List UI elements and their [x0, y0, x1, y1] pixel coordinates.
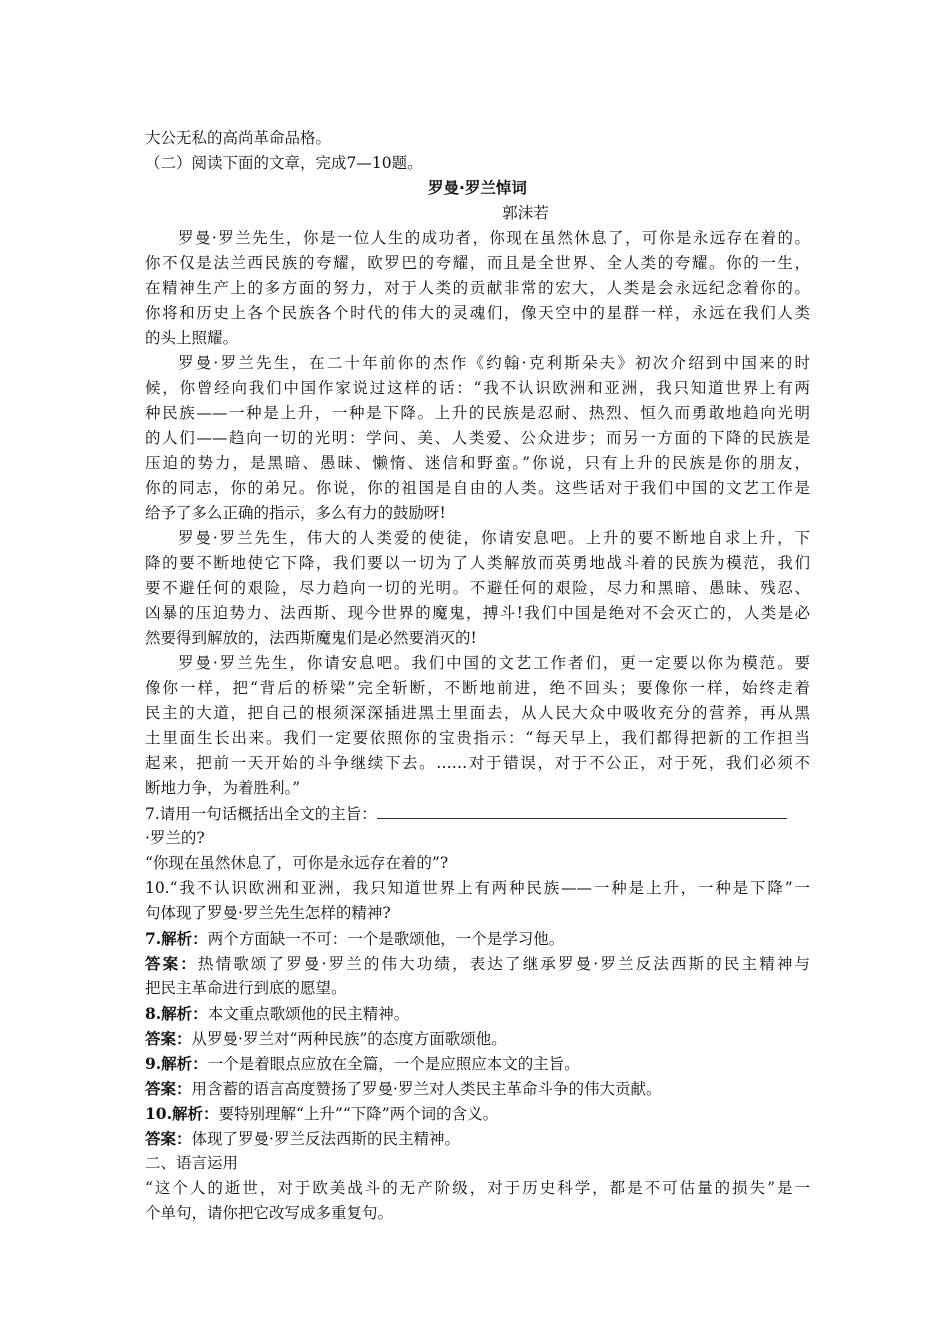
answer-label: 8.解析： — [145, 1004, 208, 1023]
article-line: 罗曼·罗兰先生，伟大的人类爱的使徒，你请安息吧。上升的要不断地自求上升，下 — [178, 529, 810, 547]
question-10-cont: 句体现了罗曼·罗兰先生怎样的精神? — [145, 904, 391, 922]
article-line: 断地力争，为着胜利。” — [145, 779, 301, 797]
article-line: 土里面生长出来。我们一定要依照你的宝贵指示：“每天早上，我们都得把新的工作担当 — [145, 729, 810, 747]
task-text: “这个人的逝世，对于欧美战斗的无产阶级，对于历史科学，都是不可估量的损失”是一 — [145, 1179, 810, 1197]
answer-line — [145, 1126, 810, 1151]
article-line: 在精神生产上的多方面的努力，对于人类的贡献非常的宏大，人类是会永远纪念着你的。 — [145, 279, 810, 297]
article-line: 凶暴的压迫势力、法西斯、现今世界的魔鬼，搏斗!我们中国是绝对不会灭亡的，人类是必 — [145, 604, 810, 622]
question-10: 10.“我不认识欧洲和亚洲，我只知道世界上有两种民族——一种是上升，一种是下降”一 — [145, 879, 810, 897]
article-line: 压迫的势力，是黑暗、愚昧、懒惰、迷信和野蛮。”你说，只有上升的民族是你的朋友， — [145, 454, 810, 472]
answer-line — [145, 1001, 810, 1026]
section-heading: 二、语言运用 — [145, 1154, 239, 1172]
article-line: 你的同志，你的弟兄。你说，你的祖国是自由的人类。这些话对于我们中国的文艺工作是 — [145, 479, 810, 497]
answer-line — [145, 1076, 810, 1101]
article-line: 你将和历史上各个民族各个时代的伟大的灵魂们，像天空中的星群一样，永远在我们人类 — [145, 304, 810, 322]
answer-text: 用含蓄的语言高度赞扬了罗曼·罗兰对人类民主革命斗争的伟大贡献。 — [191, 1080, 662, 1098]
article-line: 候，你曾经向我们中国作家说过这样的话：“我不认识欧洲和亚洲，我只知道世界上有两 — [145, 379, 810, 397]
question-fragment: “你现在虽然休息了，可你是永远存在着的”? — [145, 854, 449, 872]
article-line: 降的要不断地使它下降，我们要以一切为了人类解放而英勇地战斗着的民族为模范，我们 — [145, 554, 810, 572]
answer-label: 答案： — [145, 954, 198, 973]
answer-text: 从罗曼·罗兰对“两种民族”的态度方面歌颂他。 — [191, 1030, 507, 1048]
answer-text-cont: 把民主革命进行到底的愿望。 — [145, 979, 347, 997]
answer-label: 7.解析： — [145, 929, 208, 948]
answer-line — [145, 1026, 810, 1051]
section-instruction: （二）阅读下面的文章，完成7—10题。 — [145, 154, 423, 172]
answer-label: 答案： — [145, 1079, 192, 1098]
question-7-text: 7.请用一句话概括出全文的主旨： — [145, 805, 377, 823]
article-line: 罗曼·罗兰先生，你是一位人生的成功者，你现在虽然休息了，可你是永远存在着的。 — [178, 229, 810, 247]
answer-text: 热情歌颂了罗曼·罗兰的伟大功绩，表达了继承罗曼·罗兰反法西斯的民主精神与 — [197, 955, 810, 973]
answer-label: 9.解析： — [145, 1054, 208, 1073]
task-text-cont: 个单句，请你把它改写成多重复句。 — [145, 1204, 394, 1222]
question-7 — [145, 801, 810, 826]
text-line: 大公无私的高尚革命品格。 — [145, 129, 332, 147]
answer-label: 答案： — [145, 1129, 192, 1148]
article-title: 罗曼·罗兰悼词 — [428, 179, 527, 197]
answer-label: 10.解析： — [145, 1104, 219, 1123]
article-line: 的人们——趋向一切的光明：学问、美、人类爱、公众进步；而另一方面的下降的民族是 — [145, 429, 810, 447]
answer-text: 要特别理解“上升”“下降”两个词的含义。 — [218, 1105, 499, 1123]
answer-label: 答案： — [145, 1029, 192, 1048]
answer-text: 本文重点歌颂他的民主精神。 — [207, 1005, 410, 1023]
answer-line — [145, 1101, 810, 1126]
question-fragment: ·罗兰的? — [145, 829, 205, 847]
answer-line — [145, 926, 810, 951]
answer-text: 体现了罗曼·罗兰反法西斯的民主精神。 — [191, 1130, 460, 1148]
answer-line — [145, 951, 810, 976]
article-line: 像你一样，把“背后的桥梁”完全斩断，不断地前进，绝不回头；要像你一样，始终走着 — [145, 679, 810, 697]
article-line: 给予了多么正确的指示，多么有力的鼓励呀! — [145, 504, 446, 522]
article-line: 起来，把前一天开始的斗争继续下去。……对于错误，对于不公正，对于死，我们必须不 — [145, 754, 810, 772]
answer-text: 一个是着眼点应放在全篇，一个是应照应本文的主旨。 — [207, 1055, 580, 1073]
article-line: 种民族——一种是上升，一种是下降。上升的民族是忍耐、热烈、恒久而勇敢地趋向光明 — [145, 404, 810, 422]
answer-line — [145, 1051, 810, 1076]
answer-text: 两个方面缺一不可：一个是歌颂他，一个是学习他。 — [207, 930, 565, 948]
article-line: 的头上照耀。 — [145, 329, 239, 347]
article-line: 然要得到解放的，法西斯魔鬼们是必然要消灭的! — [145, 629, 477, 647]
article-line: 罗曼·罗兰先生，你请安息吧。我们中国的文艺工作者们，更一定要以你为模范。要 — [178, 654, 810, 672]
article-line: 罗曼·罗兰先生，在二十年前你的杰作《约翰·克利斯朵夫》初次介绍到中国来的时 — [178, 354, 810, 372]
article-author: 郭沫若 — [502, 204, 549, 222]
article-line: 要不避任何的艰险，尽力趋向一切的光明。不避任何的艰险，尽力和黑暗、愚昧、残忍、 — [145, 579, 810, 597]
answer-blank-line[interactable] — [377, 801, 787, 819]
article-line: 民主的大道，把自己的根须深深插进黑土里面去，从人民大众中吸收充分的营养，再从黑 — [145, 704, 810, 722]
article-line: 你不仅是法兰西民族的夸耀，欧罗巴的夸耀，而且是全世界、全人类的夸耀。你的一生， — [145, 254, 810, 272]
